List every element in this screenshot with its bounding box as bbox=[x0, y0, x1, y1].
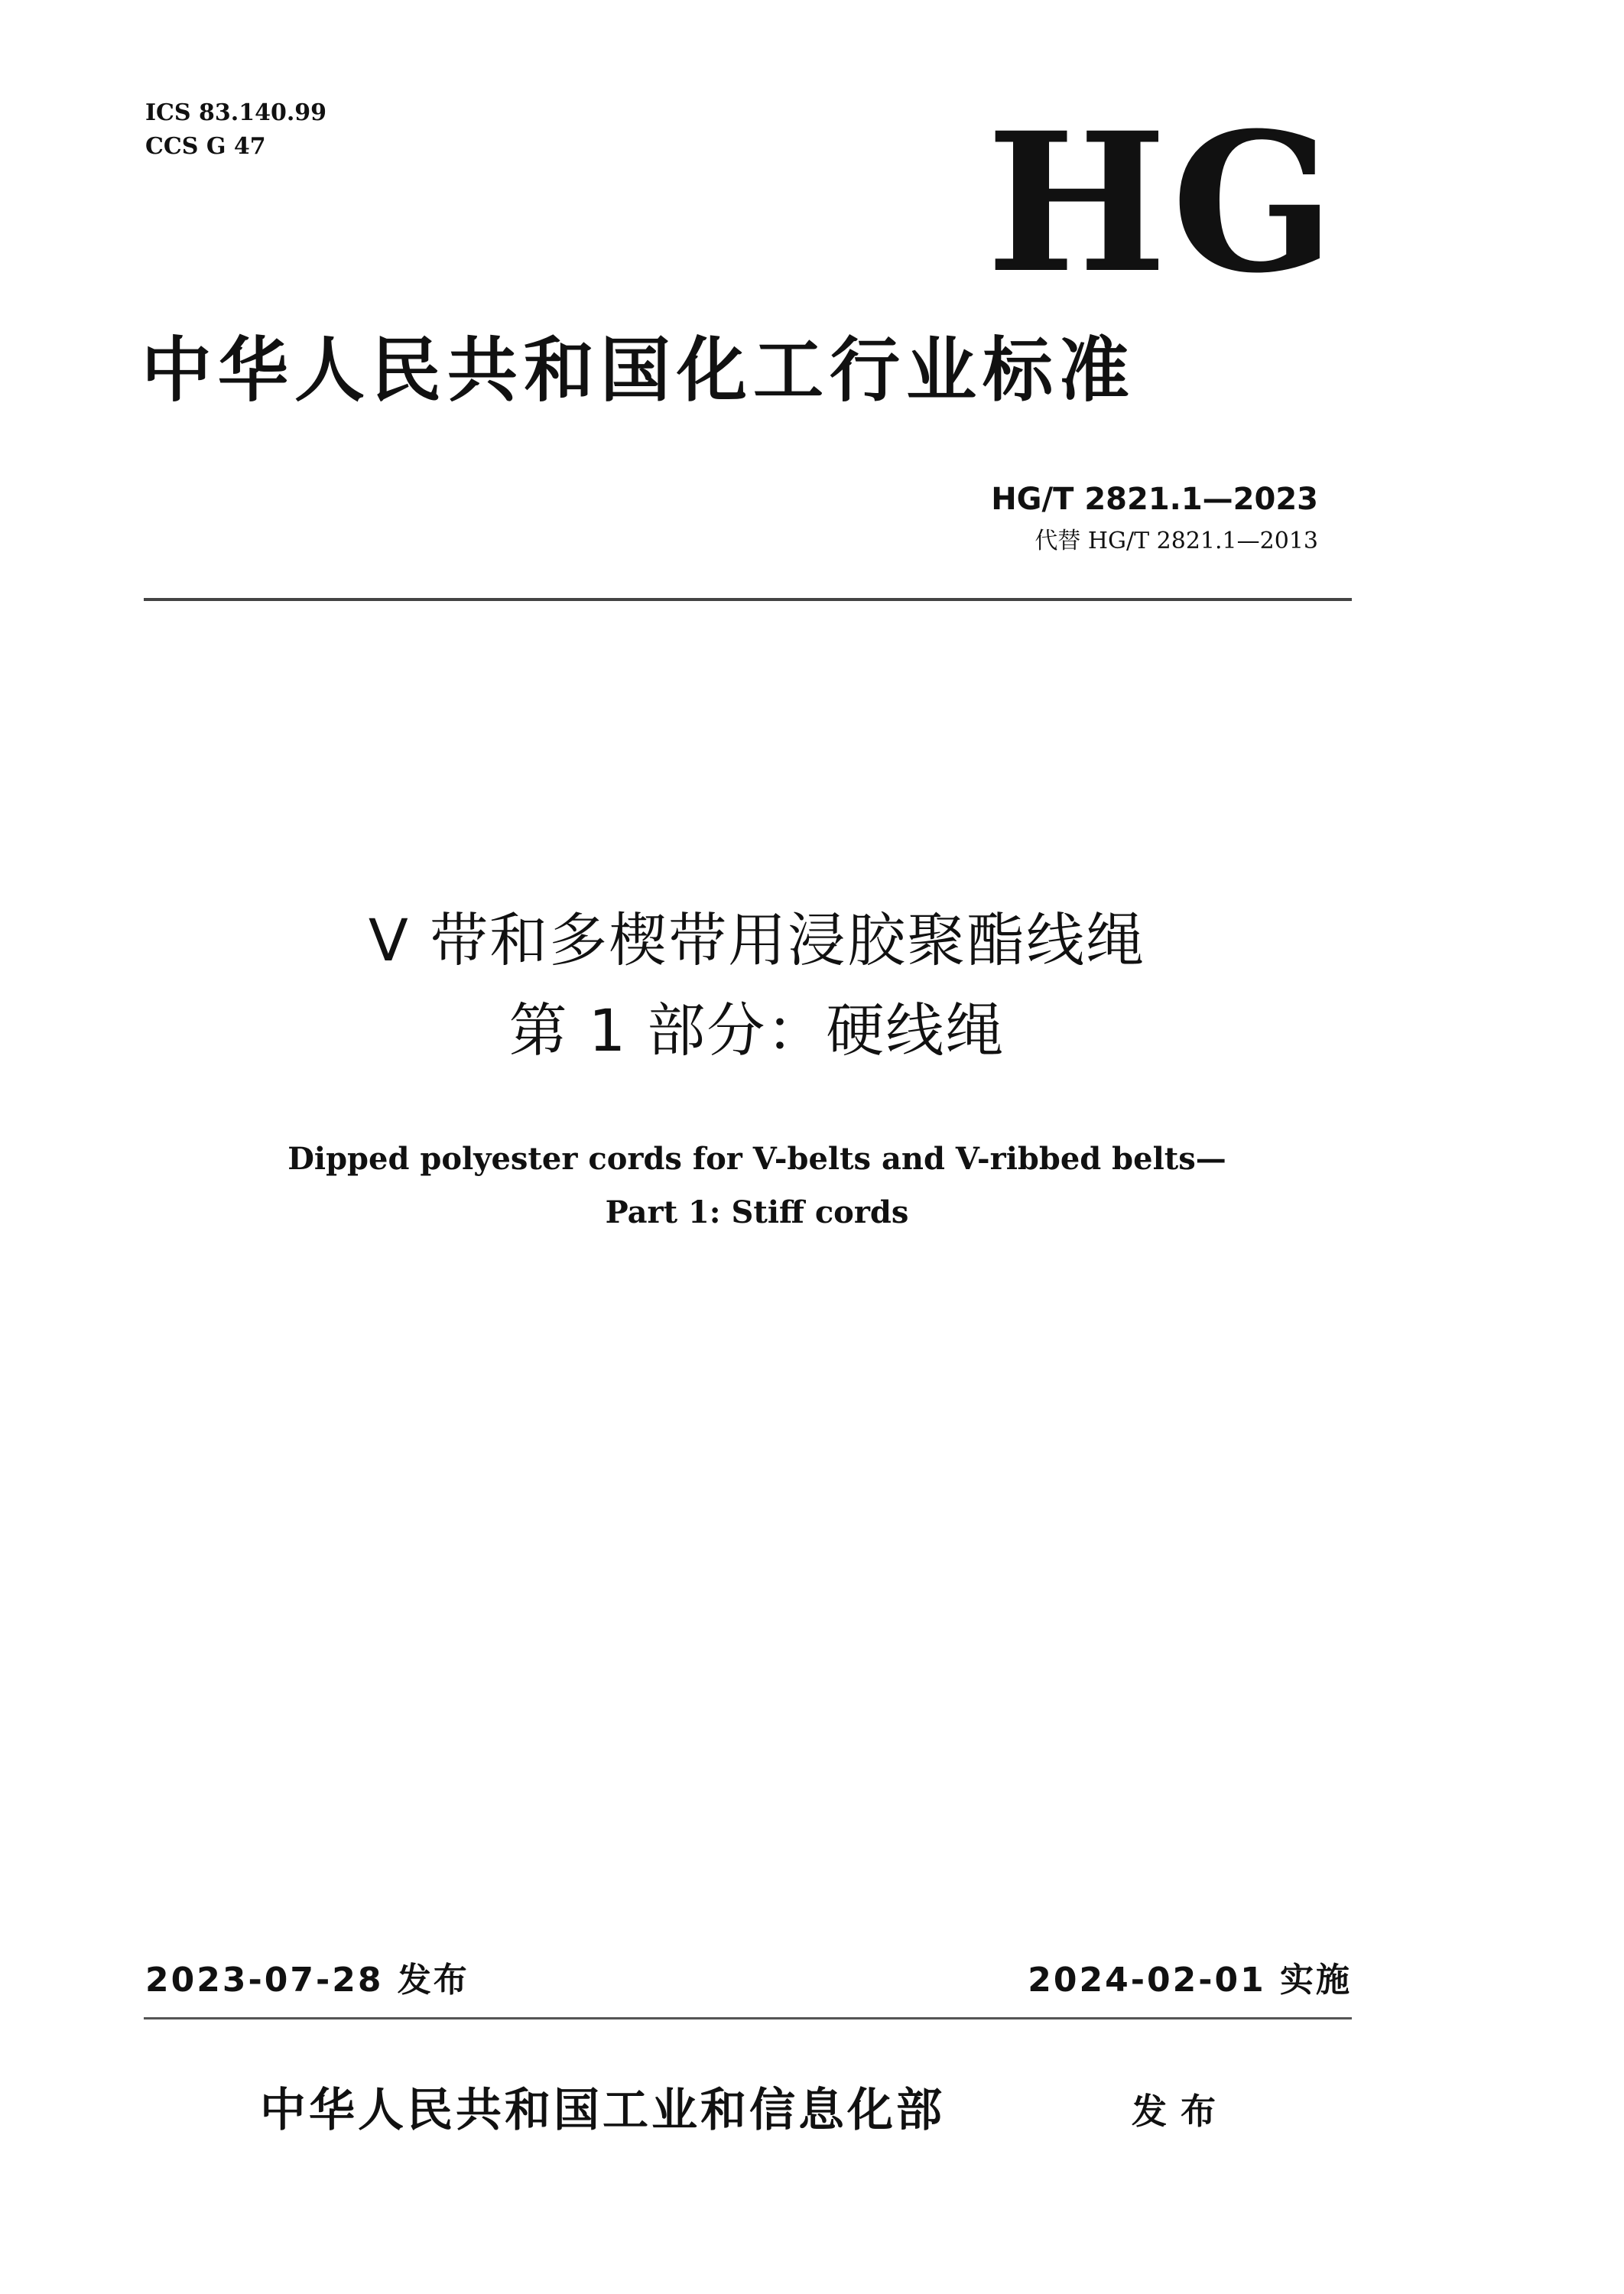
hg-logo: HG bbox=[986, 90, 1340, 315]
issue-date: 2023-07-28 发布 bbox=[145, 1961, 469, 2000]
standard-category-title: 中华人民共和国化工行业标准 bbox=[141, 330, 1136, 411]
standard-number: HG/T 2821.1—2023 bbox=[991, 482, 1318, 517]
publisher-name: 中华人民共和国工业和信息化部 bbox=[260, 2084, 945, 2137]
publish-label: 发布 bbox=[1132, 2091, 1229, 2132]
title-en-line1: Dipped polyester cords for V-belts and V-ribbed belts— bbox=[287, 1141, 1226, 1177]
bottom-divider bbox=[144, 2017, 1352, 2019]
title-en-line2: Part 1: Stiff cords bbox=[605, 1194, 909, 1230]
implementation-date: 2024-02-01 实施 bbox=[1028, 1961, 1352, 2000]
title-cn-line2: 第 1 部分：硬线绳 bbox=[508, 996, 1005, 1064]
ics-code: ICS 83.140.99 bbox=[145, 99, 327, 126]
top-divider bbox=[144, 598, 1352, 601]
replaces-standard: 代替 HG/T 2821.1—2013 bbox=[1034, 528, 1318, 554]
ccs-code: CCS G 47 bbox=[145, 133, 266, 160]
title-cn-line1: V 带和多楔带用浸胶聚酯线绳 bbox=[368, 906, 1146, 974]
